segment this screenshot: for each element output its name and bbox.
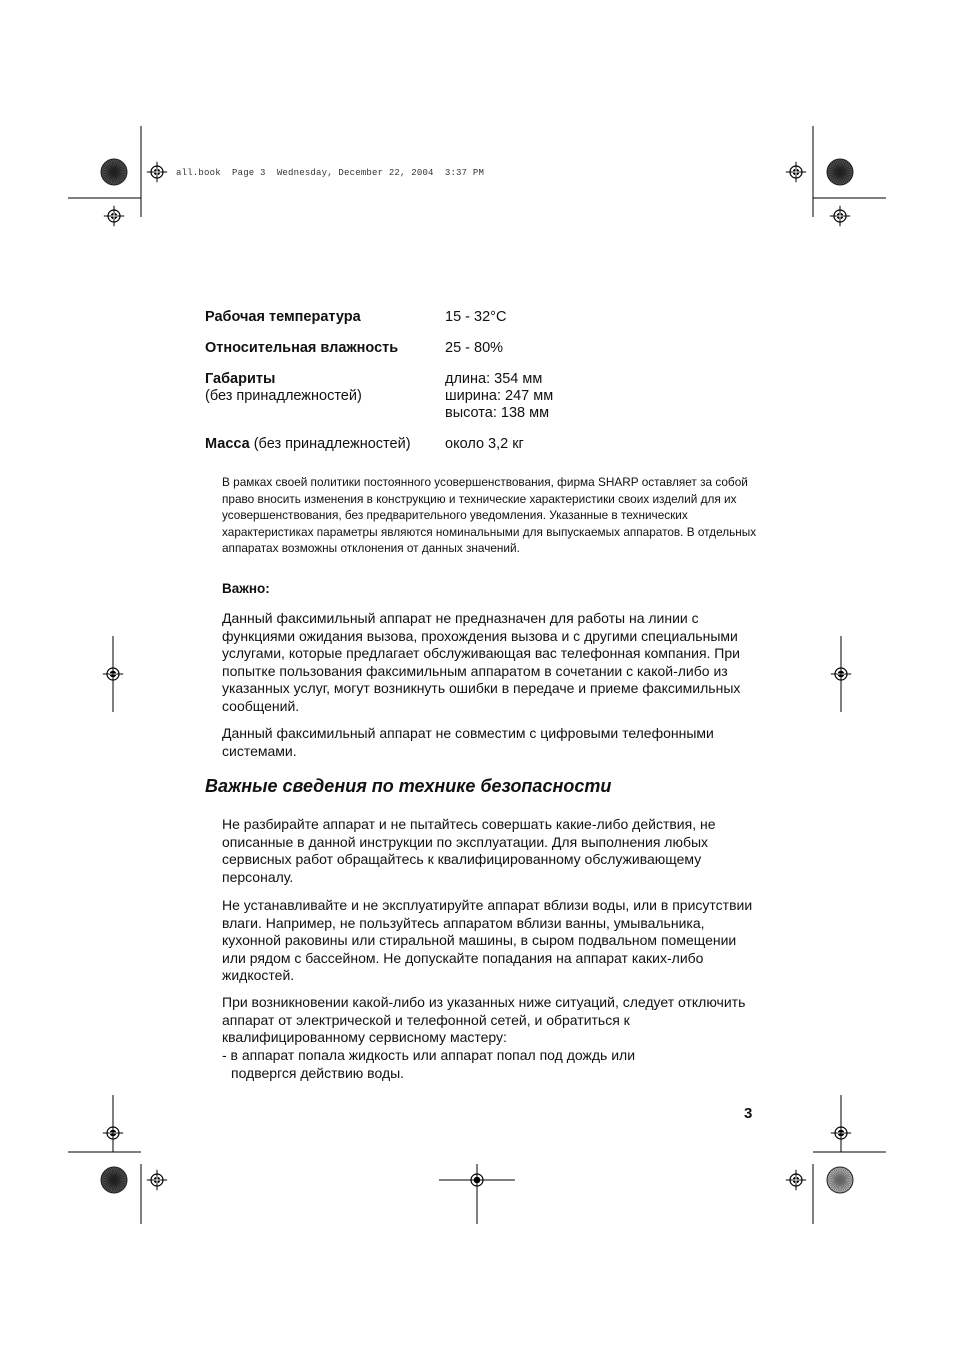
registration-target-icon <box>786 1170 806 1190</box>
spec-label-humidity: Относительная влажность <box>205 340 399 356</box>
safety-list-item: - в аппарат попала жидкость или аппарат попал под дождь или <box>222 1047 636 1063</box>
safety-paragraph-1: Не разбирайте аппарат и не пытайтесь совершать какие-либо действия, не описанные в данной инструкции по эксплуатации. Для выполнения любых сервисных работ обращайтесь к квалифицированному обслуживающему персоналу. <box>222 816 716 885</box>
section-title-safety: Важные сведения по технике безопасности <box>205 776 612 796</box>
spec-value-height: высота: 138 мм <box>445 405 550 421</box>
spec-value-temperature: 15 - 32°C <box>445 309 507 325</box>
spec-value-weight: около 3,2 кг <box>445 436 524 452</box>
safety-paragraph-3: При возникновении какой-либо из указанных ниже ситуаций, следует отключить аппарат от электрической и телефонной сетей, и обратиться к квалифицированному сервисному мастеру: <box>222 994 746 1045</box>
spec-label-temperature: Рабочая температура <box>205 309 361 325</box>
safety-list-item-continuation: подвергся действию воды. <box>231 1065 405 1081</box>
print-slug-line: all.book Page 3 Wednesday, December 22, 2004 3:37 PM <box>176 168 485 178</box>
important-paragraph-2: Данный факсимильный аппарат не совместим с цифровыми телефонными системами. <box>222 725 714 759</box>
registration-target-icon <box>786 162 806 182</box>
registration-target-icon <box>830 206 850 226</box>
spec-label-dimensions: Габариты <box>205 371 276 387</box>
safety-paragraph-2: Не устанавливайте и не эксплуатируйте аппарат вблизи воды, или в присутствии влаги. Например, не пользуйтесь аппаратом вблизи ванны, умывальника, кухонной раковины или стиральной машины, в сыром подвальном помещении или рядом с бассейном. Не допускайте попадания на аппарат каких-либо жидкостей. <box>222 897 753 983</box>
color-registration-star-icon <box>827 159 853 185</box>
spec-label-weight: Масса (без принадлежностей) <box>205 436 411 452</box>
color-registration-star-icon <box>827 1167 853 1193</box>
spec-value-humidity: 25 - 80% <box>445 340 504 356</box>
registration-target-icon <box>104 206 124 226</box>
color-registration-star-icon <box>101 1167 127 1193</box>
page-number: 3 <box>744 1105 753 1122</box>
registration-target-icon <box>147 162 167 182</box>
spec-value-length: длина: 354 мм <box>445 371 543 387</box>
important-paragraph-1: Данный факсимильный аппарат не предназначен для работы на линии с функциями ожидания вызова, прохождения вызова и с другими специальными услугами, которые предлагает обслуживающая вас телефонная компания. При попытке пользования факсимильным аппаратом в сочетании с какой-либо из указанных услуг, могут возникнуть ошибки в передаче и приеме факсимильных сообщений. <box>222 610 741 714</box>
registration-target-icon <box>147 1170 167 1190</box>
disclaimer-paragraph: В рамках своей политики постоянного усовершенствования, фирма SHARP оставляет за собой право вносить изменения в конструкцию и технические характеристики своих изделий для их усовершенствования, без предварительного уведомления. Указанные в технических характеристиках параметры являются номинальными для выпускаемых аппаратов. В отдельных аппаратах возможны отклонения от данных значений. <box>222 475 757 555</box>
color-registration-star-icon <box>101 159 127 185</box>
spec-label-dimensions-sub: (без принадлежностей) <box>205 388 362 404</box>
important-heading: Важно: <box>222 581 270 596</box>
spec-value-width: ширина: 247 мм <box>445 388 554 404</box>
